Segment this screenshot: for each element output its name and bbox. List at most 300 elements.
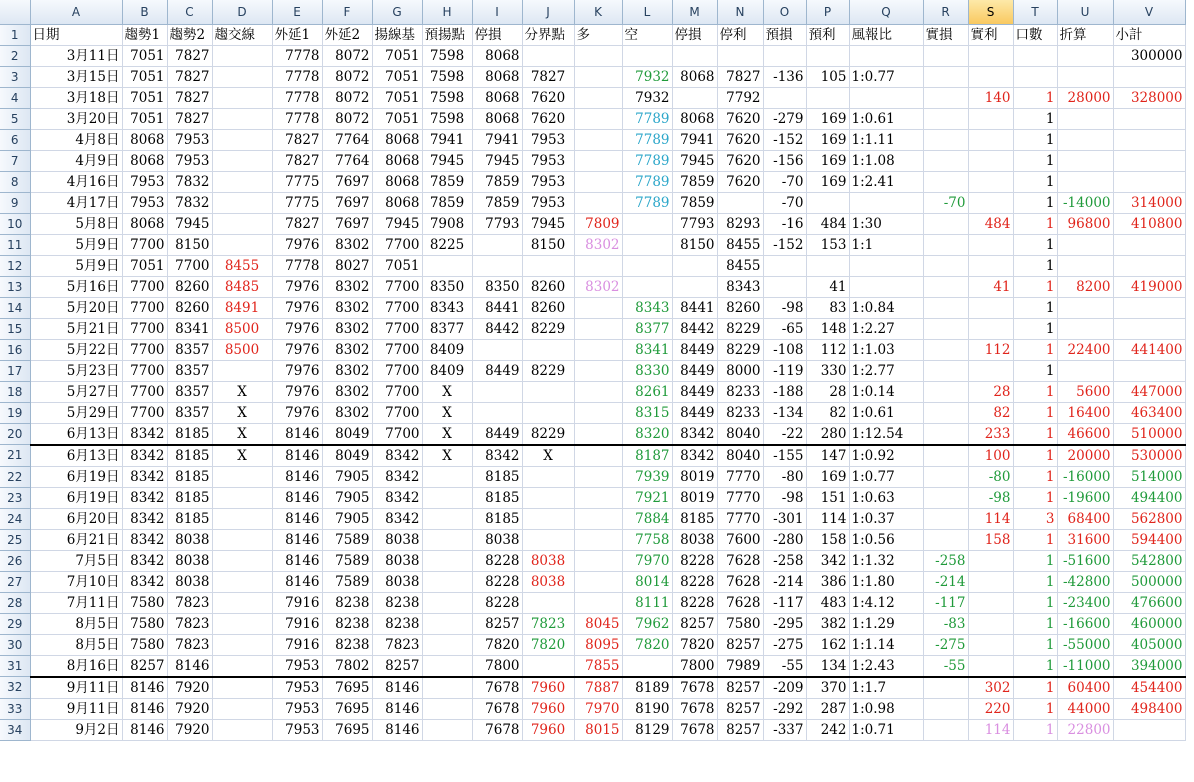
cell-o19[interactable]: -134: [763, 402, 806, 423]
cell-o21[interactable]: -155: [763, 445, 806, 467]
cell-t11[interactable]: 1: [1013, 234, 1057, 255]
cell-e28[interactable]: 7916: [272, 592, 322, 613]
cell-g11[interactable]: 7700: [372, 234, 422, 255]
cell-f5[interactable]: 8072: [322, 108, 372, 129]
cell-b9[interactable]: 7953: [122, 192, 167, 213]
cell-p11[interactable]: 153: [806, 234, 849, 255]
cell-f32[interactable]: 7695: [322, 677, 372, 699]
cell-v30[interactable]: 405000: [1113, 634, 1185, 655]
cell-k24[interactable]: [574, 508, 622, 529]
cell-f7[interactable]: 7764: [322, 150, 372, 171]
cell-e26[interactable]: 8146: [272, 550, 322, 571]
cell-j8[interactable]: 7953: [522, 171, 574, 192]
cell-q14[interactable]: 1:0.84: [849, 297, 923, 318]
cell-q2[interactable]: [849, 45, 923, 66]
cell-a1[interactable]: 日期: [30, 24, 122, 45]
cell-i2[interactable]: 8068: [472, 45, 522, 66]
cell-m31[interactable]: 7800: [672, 655, 717, 677]
cell-i12[interactable]: [472, 255, 522, 276]
cell-v27[interactable]: 500000: [1113, 571, 1185, 592]
cell-f30[interactable]: 8238: [322, 634, 372, 655]
cell-l32[interactable]: 8189: [622, 677, 672, 699]
cell-h32[interactable]: [422, 677, 472, 699]
cell-q1[interactable]: 風報比: [849, 24, 923, 45]
cell-o2[interactable]: [763, 45, 806, 66]
row-header[interactable]: 17: [0, 360, 30, 381]
row-header[interactable]: 25: [0, 529, 30, 550]
cell-b23[interactable]: 8342: [122, 487, 167, 508]
cell-e21[interactable]: 8146: [272, 445, 322, 467]
cell-u29[interactable]: -16600: [1057, 613, 1113, 634]
cell-q21[interactable]: 1:0.92: [849, 445, 923, 467]
cell-l3[interactable]: 7932: [622, 66, 672, 87]
cell-v19[interactable]: 463400: [1113, 402, 1185, 423]
cell-b32[interactable]: 8146: [122, 677, 167, 699]
cell-i17[interactable]: 8449: [472, 360, 522, 381]
cell-u28[interactable]: -23400: [1057, 592, 1113, 613]
cell-k25[interactable]: [574, 529, 622, 550]
cell-p22[interactable]: 169: [806, 466, 849, 487]
cell-i13[interactable]: 8350: [472, 276, 522, 297]
cell-k10[interactable]: 7809: [574, 213, 622, 234]
cell-b28[interactable]: 7580: [122, 592, 167, 613]
cell-v28[interactable]: 476600: [1113, 592, 1185, 613]
cell-d28[interactable]: [212, 592, 272, 613]
cell-l4[interactable]: 7932: [622, 87, 672, 108]
row-header[interactable]: 13: [0, 276, 30, 297]
cell-b25[interactable]: 8342: [122, 529, 167, 550]
cell-p20[interactable]: 280: [806, 423, 849, 445]
cell-e5[interactable]: 7778: [272, 108, 322, 129]
cell-i32[interactable]: 7678: [472, 677, 522, 699]
cell-m6[interactable]: 7941: [672, 129, 717, 150]
cell-a10[interactable]: 5月8日: [30, 213, 122, 234]
cell-f14[interactable]: 8302: [322, 297, 372, 318]
cell-n34[interactable]: 8257: [717, 719, 763, 740]
cell-k15[interactable]: [574, 318, 622, 339]
cell-s24[interactable]: 114: [968, 508, 1013, 529]
cell-r28[interactable]: -117: [923, 592, 968, 613]
cell-p30[interactable]: 162: [806, 634, 849, 655]
cell-j20[interactable]: 8229: [522, 423, 574, 445]
cell-c25[interactable]: 8038: [167, 529, 212, 550]
cell-q31[interactable]: 1:2.43: [849, 655, 923, 677]
cell-i23[interactable]: 8185: [472, 487, 522, 508]
row-header[interactable]: 3: [0, 66, 30, 87]
cell-h10[interactable]: 7908: [422, 213, 472, 234]
cell-h13[interactable]: 8350: [422, 276, 472, 297]
cell-j18[interactable]: [522, 381, 574, 402]
cell-s27[interactable]: [968, 571, 1013, 592]
cell-m7[interactable]: 7945: [672, 150, 717, 171]
cell-c32[interactable]: 7920: [167, 677, 212, 699]
cell-b14[interactable]: 7700: [122, 297, 167, 318]
cell-j34[interactable]: 7960: [522, 719, 574, 740]
cell-s3[interactable]: [968, 66, 1013, 87]
column-header-d[interactable]: D: [212, 0, 272, 24]
cell-u32[interactable]: 60400: [1057, 677, 1113, 699]
cell-e27[interactable]: 8146: [272, 571, 322, 592]
cell-v29[interactable]: 460000: [1113, 613, 1185, 634]
cell-b34[interactable]: 8146: [122, 719, 167, 740]
cell-g15[interactable]: 7700: [372, 318, 422, 339]
cell-g18[interactable]: 7700: [372, 381, 422, 402]
column-header-v[interactable]: V: [1113, 0, 1185, 24]
cell-a31[interactable]: 8月16日: [30, 655, 122, 677]
cell-h3[interactable]: 7598: [422, 66, 472, 87]
cell-k7[interactable]: [574, 150, 622, 171]
cell-e24[interactable]: 8146: [272, 508, 322, 529]
cell-v10[interactable]: 410800: [1113, 213, 1185, 234]
cell-g5[interactable]: 7051: [372, 108, 422, 129]
cell-d20[interactable]: X: [212, 423, 272, 445]
cell-u26[interactable]: -51600: [1057, 550, 1113, 571]
cell-l25[interactable]: 7758: [622, 529, 672, 550]
cell-q13[interactable]: [849, 276, 923, 297]
cell-h5[interactable]: 7598: [422, 108, 472, 129]
cell-e33[interactable]: 7953: [272, 698, 322, 719]
cell-f12[interactable]: 8027: [322, 255, 372, 276]
cell-j22[interactable]: [522, 466, 574, 487]
cell-o26[interactable]: -258: [763, 550, 806, 571]
cell-v15[interactable]: [1113, 318, 1185, 339]
cell-f11[interactable]: 8302: [322, 234, 372, 255]
cell-h34[interactable]: [422, 719, 472, 740]
cell-t26[interactable]: 1: [1013, 550, 1057, 571]
cell-n32[interactable]: 8257: [717, 677, 763, 699]
column-header-u[interactable]: U: [1057, 0, 1113, 24]
cell-m30[interactable]: 7820: [672, 634, 717, 655]
cell-i33[interactable]: 7678: [472, 698, 522, 719]
cell-i7[interactable]: 7945: [472, 150, 522, 171]
cell-o14[interactable]: -98: [763, 297, 806, 318]
cell-d27[interactable]: [212, 571, 272, 592]
cell-r29[interactable]: -83: [923, 613, 968, 634]
cell-o23[interactable]: -98: [763, 487, 806, 508]
cell-n15[interactable]: 8229: [717, 318, 763, 339]
cell-p21[interactable]: 147: [806, 445, 849, 467]
cell-s8[interactable]: [968, 171, 1013, 192]
cell-l27[interactable]: 8014: [622, 571, 672, 592]
cell-e13[interactable]: 7976: [272, 276, 322, 297]
cell-h12[interactable]: [422, 255, 472, 276]
cell-a15[interactable]: 5月21日: [30, 318, 122, 339]
cell-c7[interactable]: 7953: [167, 150, 212, 171]
cell-a16[interactable]: 5月22日: [30, 339, 122, 360]
cell-s32[interactable]: 302: [968, 677, 1013, 699]
cell-q25[interactable]: 1:0.56: [849, 529, 923, 550]
cell-k13[interactable]: 8302: [574, 276, 622, 297]
cell-k2[interactable]: [574, 45, 622, 66]
cell-e29[interactable]: 7916: [272, 613, 322, 634]
cell-r2[interactable]: [923, 45, 968, 66]
cell-b21[interactable]: 8342: [122, 445, 167, 467]
cell-k20[interactable]: [574, 423, 622, 445]
cell-c3[interactable]: 7827: [167, 66, 212, 87]
cell-b2[interactable]: 7051: [122, 45, 167, 66]
cell-f10[interactable]: 7697: [322, 213, 372, 234]
cell-d22[interactable]: [212, 466, 272, 487]
cell-q3[interactable]: 1:0.77: [849, 66, 923, 87]
cell-d10[interactable]: [212, 213, 272, 234]
cell-r19[interactable]: [923, 402, 968, 423]
cell-g22[interactable]: 8342: [372, 466, 422, 487]
cell-s2[interactable]: [968, 45, 1013, 66]
cell-s28[interactable]: [968, 592, 1013, 613]
cell-n4[interactable]: 7792: [717, 87, 763, 108]
cell-i1[interactable]: 停損: [472, 24, 522, 45]
cell-o32[interactable]: -209: [763, 677, 806, 699]
cell-j32[interactable]: 7960: [522, 677, 574, 699]
cell-d23[interactable]: [212, 487, 272, 508]
cell-b18[interactable]: 7700: [122, 381, 167, 402]
cell-q26[interactable]: 1:1.32: [849, 550, 923, 571]
cell-s16[interactable]: 112: [968, 339, 1013, 360]
cell-v5[interactable]: [1113, 108, 1185, 129]
cell-h29[interactable]: [422, 613, 472, 634]
cell-g14[interactable]: 7700: [372, 297, 422, 318]
cell-h18[interactable]: X: [422, 381, 472, 402]
cell-s25[interactable]: 158: [968, 529, 1013, 550]
cell-p27[interactable]: 386: [806, 571, 849, 592]
cell-d14[interactable]: 8491: [212, 297, 272, 318]
cell-t9[interactable]: 1: [1013, 192, 1057, 213]
row-header[interactable]: 30: [0, 634, 30, 655]
cell-i19[interactable]: [472, 402, 522, 423]
cell-e16[interactable]: 7976: [272, 339, 322, 360]
cell-v16[interactable]: 441400: [1113, 339, 1185, 360]
cell-n7[interactable]: 7620: [717, 150, 763, 171]
cell-d15[interactable]: 8500: [212, 318, 272, 339]
cell-t12[interactable]: 1: [1013, 255, 1057, 276]
cell-e14[interactable]: 7976: [272, 297, 322, 318]
row-header[interactable]: 10: [0, 213, 30, 234]
cell-n1[interactable]: 停利: [717, 24, 763, 45]
cell-h28[interactable]: [422, 592, 472, 613]
cell-p15[interactable]: 148: [806, 318, 849, 339]
cell-t18[interactable]: 1: [1013, 381, 1057, 402]
cell-m12[interactable]: [672, 255, 717, 276]
cell-t21[interactable]: 1: [1013, 445, 1057, 467]
cell-s15[interactable]: [968, 318, 1013, 339]
cell-c27[interactable]: 8038: [167, 571, 212, 592]
cell-t31[interactable]: 1: [1013, 655, 1057, 677]
cell-o27[interactable]: -214: [763, 571, 806, 592]
cell-e8[interactable]: 7775: [272, 171, 322, 192]
cell-t30[interactable]: 1: [1013, 634, 1057, 655]
cell-a32[interactable]: 9月11日: [30, 677, 122, 699]
cell-m15[interactable]: 8442: [672, 318, 717, 339]
cell-b10[interactable]: 8068: [122, 213, 167, 234]
cell-e17[interactable]: 7976: [272, 360, 322, 381]
cell-n21[interactable]: 8040: [717, 445, 763, 467]
cell-e1[interactable]: 外延1: [272, 24, 322, 45]
cell-s21[interactable]: 100: [968, 445, 1013, 467]
cell-v12[interactable]: [1113, 255, 1185, 276]
cell-r1[interactable]: 實損: [923, 24, 968, 45]
cell-m8[interactable]: 7859: [672, 171, 717, 192]
cell-k26[interactable]: [574, 550, 622, 571]
cell-b8[interactable]: 7953: [122, 171, 167, 192]
cell-u30[interactable]: -55000: [1057, 634, 1113, 655]
cell-b26[interactable]: 8342: [122, 550, 167, 571]
cell-p13[interactable]: 41: [806, 276, 849, 297]
cell-r6[interactable]: [923, 129, 968, 150]
cell-h27[interactable]: [422, 571, 472, 592]
cell-i11[interactable]: [472, 234, 522, 255]
column-header-n[interactable]: N: [717, 0, 763, 24]
cell-g27[interactable]: 8038: [372, 571, 422, 592]
cell-c29[interactable]: 7823: [167, 613, 212, 634]
cell-l33[interactable]: 8190: [622, 698, 672, 719]
cell-b3[interactable]: 7051: [122, 66, 167, 87]
cell-q15[interactable]: 1:2.27: [849, 318, 923, 339]
cell-k6[interactable]: [574, 129, 622, 150]
row-header[interactable]: 20: [0, 423, 30, 445]
cell-i14[interactable]: 8441: [472, 297, 522, 318]
cell-i21[interactable]: 8342: [472, 445, 522, 467]
cell-g28[interactable]: 8238: [372, 592, 422, 613]
cell-f8[interactable]: 7697: [322, 171, 372, 192]
cell-i8[interactable]: 7859: [472, 171, 522, 192]
cell-r16[interactable]: [923, 339, 968, 360]
row-header[interactable]: 19: [0, 402, 30, 423]
cell-e9[interactable]: 7775: [272, 192, 322, 213]
cell-n27[interactable]: 7628: [717, 571, 763, 592]
cell-u3[interactable]: [1057, 66, 1113, 87]
cell-p25[interactable]: 158: [806, 529, 849, 550]
cell-c6[interactable]: 7953: [167, 129, 212, 150]
cell-a2[interactable]: 3月11日: [30, 45, 122, 66]
cell-q5[interactable]: 1:0.61: [849, 108, 923, 129]
cell-k8[interactable]: [574, 171, 622, 192]
cell-e7[interactable]: 7827: [272, 150, 322, 171]
cell-e20[interactable]: 8146: [272, 423, 322, 445]
cell-n31[interactable]: 7989: [717, 655, 763, 677]
cell-u17[interactable]: [1057, 360, 1113, 381]
cell-e34[interactable]: 7953: [272, 719, 322, 740]
cell-s10[interactable]: 484: [968, 213, 1013, 234]
cell-f15[interactable]: 8302: [322, 318, 372, 339]
row-header[interactable]: 15: [0, 318, 30, 339]
cell-g20[interactable]: 7700: [372, 423, 422, 445]
cell-g34[interactable]: 8146: [372, 719, 422, 740]
cell-u14[interactable]: [1057, 297, 1113, 318]
cell-h9[interactable]: 7859: [422, 192, 472, 213]
cell-r9[interactable]: -70: [923, 192, 968, 213]
cell-r20[interactable]: [923, 423, 968, 445]
cell-m4[interactable]: [672, 87, 717, 108]
column-header-i[interactable]: I: [472, 0, 522, 24]
cell-m1[interactable]: 停損: [672, 24, 717, 45]
cell-b11[interactable]: 7700: [122, 234, 167, 255]
cell-t5[interactable]: 1: [1013, 108, 1057, 129]
cell-p2[interactable]: [806, 45, 849, 66]
cell-c33[interactable]: 7920: [167, 698, 212, 719]
cell-g9[interactable]: 8068: [372, 192, 422, 213]
cell-f21[interactable]: 8049: [322, 445, 372, 467]
cell-t19[interactable]: 1: [1013, 402, 1057, 423]
cell-p17[interactable]: 330: [806, 360, 849, 381]
cell-m5[interactable]: 8068: [672, 108, 717, 129]
cell-d16[interactable]: 8500: [212, 339, 272, 360]
cell-j7[interactable]: 7953: [522, 150, 574, 171]
cell-l12[interactable]: [622, 255, 672, 276]
column-header-s[interactable]: S: [968, 0, 1013, 24]
cell-d6[interactable]: [212, 129, 272, 150]
cell-g12[interactable]: 7051: [372, 255, 422, 276]
cell-a4[interactable]: 3月18日: [30, 87, 122, 108]
row-header[interactable]: 27: [0, 571, 30, 592]
cell-f22[interactable]: 7905: [322, 466, 372, 487]
cell-o8[interactable]: -70: [763, 171, 806, 192]
row-header[interactable]: 32: [0, 677, 30, 699]
cell-q22[interactable]: 1:0.77: [849, 466, 923, 487]
cell-s13[interactable]: 41: [968, 276, 1013, 297]
cell-p33[interactable]: 287: [806, 698, 849, 719]
cell-k31[interactable]: 7855: [574, 655, 622, 677]
cell-d5[interactable]: [212, 108, 272, 129]
cell-l8[interactable]: 7789: [622, 171, 672, 192]
cell-g4[interactable]: 7051: [372, 87, 422, 108]
cell-c28[interactable]: 7823: [167, 592, 212, 613]
cell-m14[interactable]: 8441: [672, 297, 717, 318]
cell-e32[interactable]: 7953: [272, 677, 322, 699]
cell-o16[interactable]: -108: [763, 339, 806, 360]
cell-k12[interactable]: [574, 255, 622, 276]
cell-a6[interactable]: 4月8日: [30, 129, 122, 150]
cell-h8[interactable]: 7859: [422, 171, 472, 192]
cell-j13[interactable]: 8260: [522, 276, 574, 297]
cell-u2[interactable]: [1057, 45, 1113, 66]
cell-u19[interactable]: 16400: [1057, 402, 1113, 423]
cell-l24[interactable]: 7884: [622, 508, 672, 529]
cell-h22[interactable]: [422, 466, 472, 487]
cell-h11[interactable]: 8225: [422, 234, 472, 255]
cell-v20[interactable]: 510000: [1113, 423, 1185, 445]
cell-q34[interactable]: 1:0.71: [849, 719, 923, 740]
cell-i9[interactable]: 7859: [472, 192, 522, 213]
cell-a26[interactable]: 7月5日: [30, 550, 122, 571]
cell-a5[interactable]: 3月20日: [30, 108, 122, 129]
cell-r33[interactable]: [923, 698, 968, 719]
cell-f34[interactable]: 7695: [322, 719, 372, 740]
cell-d4[interactable]: [212, 87, 272, 108]
cell-s30[interactable]: [968, 634, 1013, 655]
cell-t8[interactable]: 1: [1013, 171, 1057, 192]
cell-u20[interactable]: 46600: [1057, 423, 1113, 445]
cell-j25[interactable]: [522, 529, 574, 550]
cell-o3[interactable]: -136: [763, 66, 806, 87]
cell-n18[interactable]: 8233: [717, 381, 763, 402]
cell-e23[interactable]: 8146: [272, 487, 322, 508]
cell-o33[interactable]: -292: [763, 698, 806, 719]
cell-n11[interactable]: 8455: [717, 234, 763, 255]
cell-q10[interactable]: 1:30: [849, 213, 923, 234]
cell-d1[interactable]: 趨交線: [212, 24, 272, 45]
cell-m29[interactable]: 8257: [672, 613, 717, 634]
column-header-e[interactable]: E: [272, 0, 322, 24]
cell-p5[interactable]: 169: [806, 108, 849, 129]
cell-g8[interactable]: 8068: [372, 171, 422, 192]
cell-i34[interactable]: 7678: [472, 719, 522, 740]
cell-j21[interactable]: X: [522, 445, 574, 467]
cell-d34[interactable]: [212, 719, 272, 740]
cell-u23[interactable]: -19600: [1057, 487, 1113, 508]
cell-l31[interactable]: [622, 655, 672, 677]
cell-a34[interactable]: 9月2日: [30, 719, 122, 740]
cell-p9[interactable]: [806, 192, 849, 213]
